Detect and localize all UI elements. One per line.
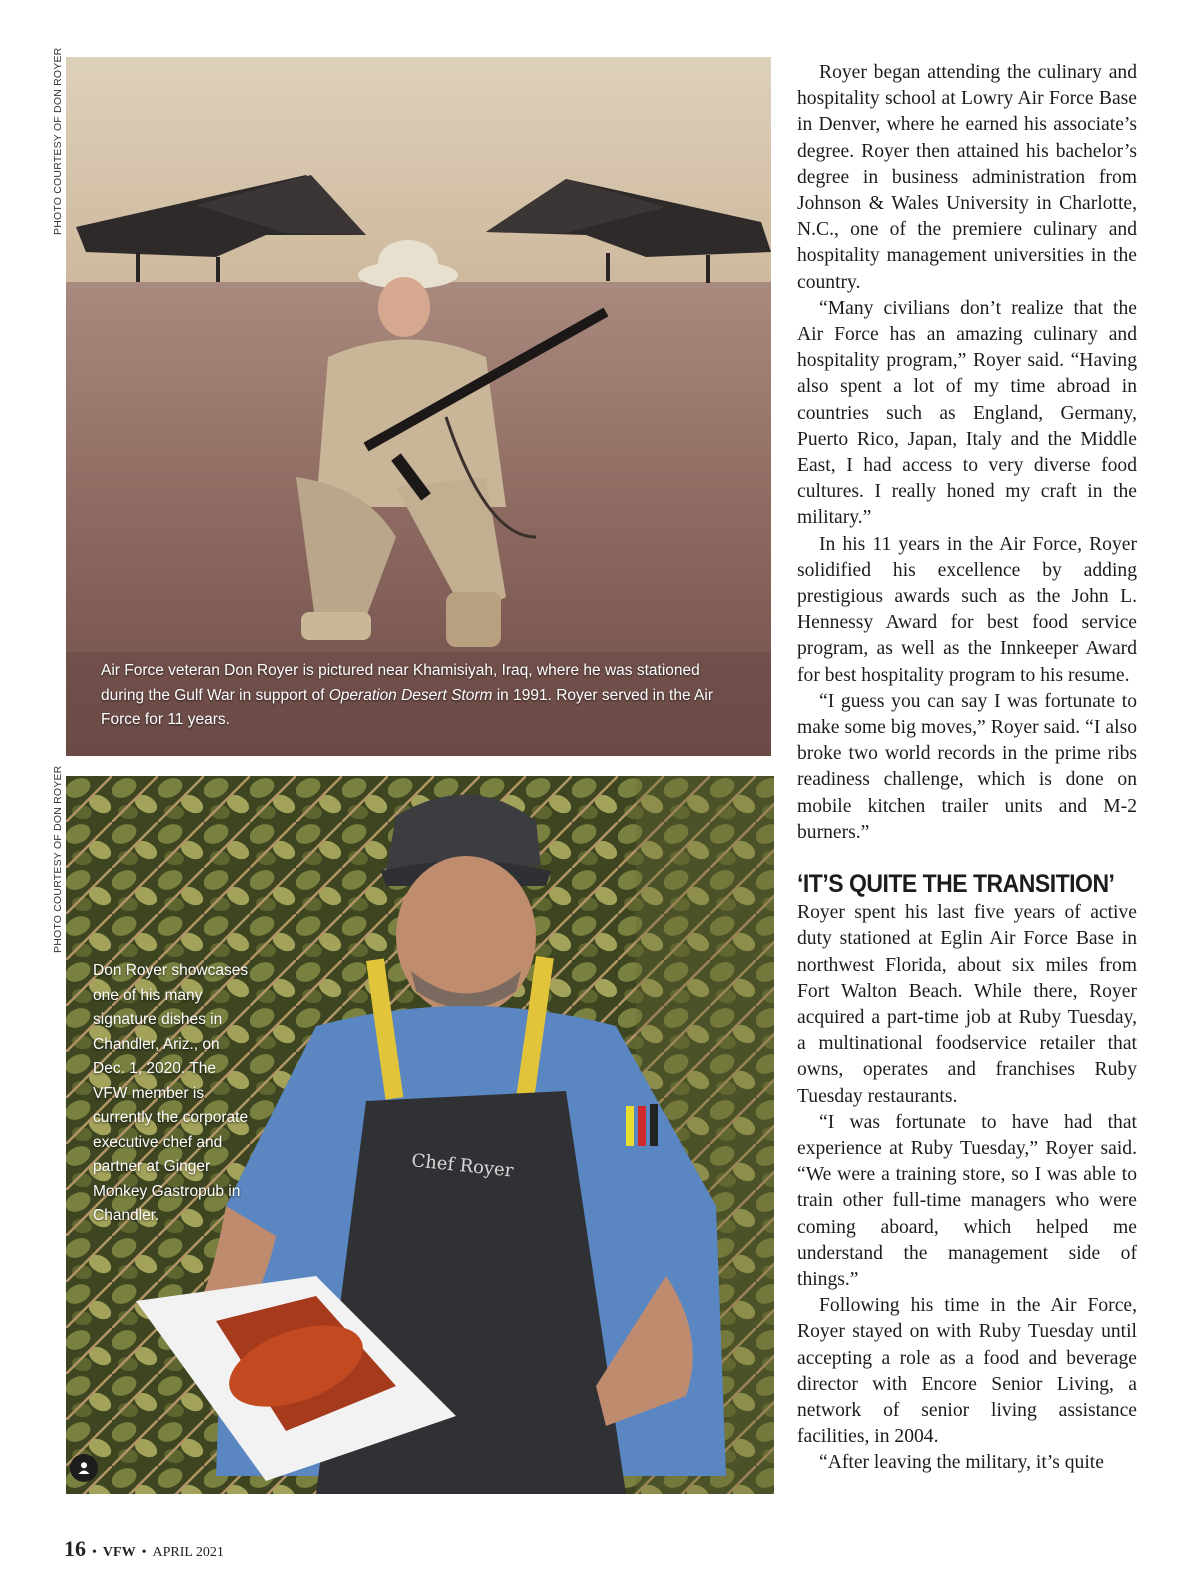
chef-photo-caption: Don Royer showcases one of his many signature dishes in Chandler, Ariz., on Dec. 1, 2020. The VFW member is currently the corporate executive chef and partner at Ginger Monkey Gastropub in Chandler. — [93, 962, 249, 1224]
paragraph: In his 11 years in the Air Force, Royer solidified his excellence by adding prestigious awards such as the John L. Hennessy Award for best food service program, as well as the Innkeeper Award for best hospitality program to his resume. — [797, 533, 1137, 686]
issue-date: APRIL 2021 — [152, 1545, 224, 1560]
page-number: 16 — [64, 1536, 86, 1561]
chef-photo — [66, 776, 774, 1494]
section-subhead: ‘IT’S QUITE THE TRANSITION’ — [797, 868, 1115, 898]
photo-credit-top: PHOTO COURTESY OF DON ROYER — [52, 47, 64, 235]
folio-separator: • — [141, 1545, 147, 1560]
magazine-name: VFW — [102, 1545, 136, 1560]
page-folio — [64, 1536, 224, 1562]
paragraph: Royer spent his last five years of active duty stationed at Eglin Air Force Base in northwest Florida, about six miles from Fort Walton Beach. While there, Royer acquired a part-time job at Ruby Tuesday, a multinational foodservice retailer that owns, operates and franchises Ruby Tuesday restaurants. — [797, 902, 1137, 1107]
caption-text-2: in 1991. Royer served in the Air Force for 11 years. — [101, 686, 713, 728]
paragraph: Following his time in the Air Force, Royer stayed on with Ruby Tuesday until accepting a role as a food and beverage director with Encore Senior Living, a network of senior living assistance facilities, in 2004. — [797, 1295, 1137, 1448]
paragraph: “I guess you can say I was fortunate to make some big moves,” Royer said. “I also broke two world records in the prime ribs readiness challenge, which is done on mobile kitchen trailer units and M-2 burners.” — [797, 690, 1137, 843]
instagram-icon — [70, 1454, 98, 1482]
paragraph: Royer began attending the culinary and hospitality school at Lowry Air Force Base in Denver, where he earned his associate’s degree. Royer then attained his bachelor’s degree in business administration from Johnson & Wales University in Charlotte, N.C., one of the premiere culinary and hospitality management universities in the country. — [797, 62, 1137, 293]
paragraph: “After leaving the military, it’s quite — [819, 1452, 1104, 1474]
article-body — [797, 60, 1137, 1477]
folio-separator: • — [92, 1545, 97, 1560]
gulf-war-photo — [66, 57, 771, 756]
gulf-war-photo-caption — [101, 659, 721, 733]
apron-text: Chef Royer — [410, 1150, 515, 1182]
caption-text-1: Air Force veteran Don Royer is pictured near Khamisiyah, Iraq, where he was stationed during the Gulf War in support of — [101, 662, 700, 704]
person-icon — [77, 1461, 91, 1475]
gulf-war-photo-illustration — [66, 57, 771, 756]
paragraph: “I was fortunate to have had that experience at Ruby Tuesday,” Royer said. “We were a training store, so I was able to train other full-time managers who were coming aboard, which helped me understand the management side of things.” — [797, 1111, 1137, 1290]
paragraph: “Many civilians don’t realize that the Air Force has an amazing culinary and hospitality program,” Royer said. “Having also spent a lot of my time abroad in countries such as England, Germany, Puerto Rico, Japan, Italy and the Middle East, I had access to very diverse food cultures. I really honed my craft in the military.” — [797, 297, 1137, 529]
photo-credit-bottom: PHOTO COURTESY OF DON ROYER — [52, 765, 64, 953]
operation-name: Operation Desert Storm — [328, 686, 493, 704]
